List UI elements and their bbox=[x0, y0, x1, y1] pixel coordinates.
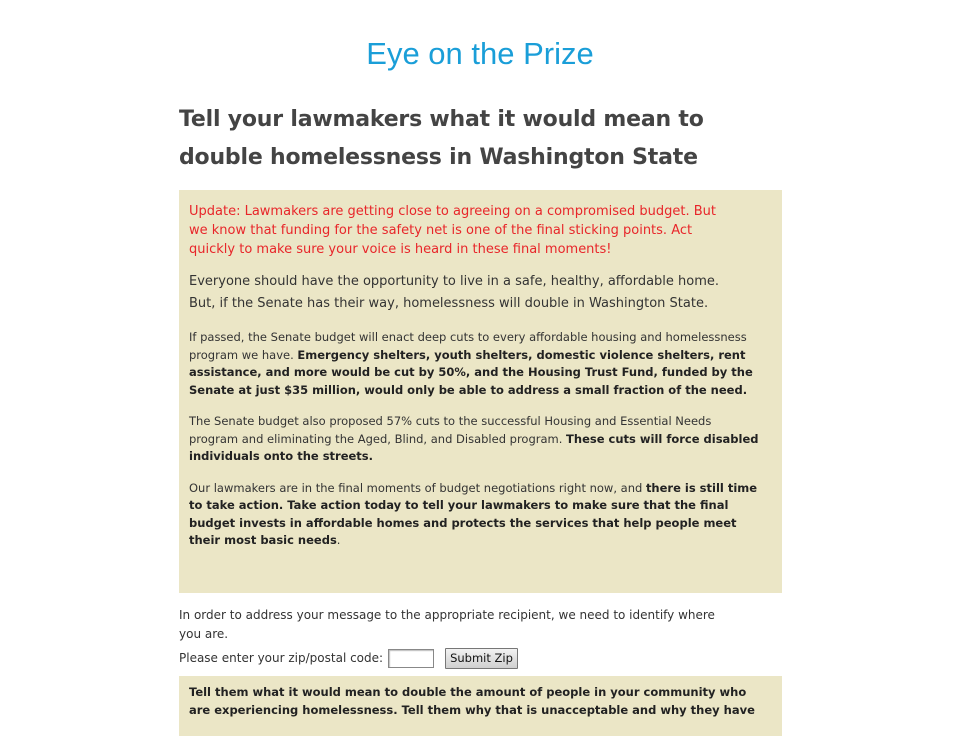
update-notice bbox=[189, 202, 772, 259]
bold-text: Emergency shelters, youth shelters, domestic violence shelters, rent bbox=[297, 347, 746, 362]
update-line: quickly to make sure your voice is heard in these final moments! bbox=[189, 242, 612, 257]
bold-text: their most basic needs bbox=[189, 533, 337, 547]
instruction-line: In order to address your message to the appropriate recipient, we need to identify where bbox=[179, 608, 715, 622]
paragraph-line bbox=[189, 448, 772, 466]
zip-label: Please enter your zip/postal code: bbox=[179, 651, 384, 665]
bold-text: there is still time bbox=[645, 480, 758, 495]
intro-line: Everyone should have the opportunity to live in a safe, healthy, affordable home. bbox=[189, 274, 720, 289]
plain-text: program and eliminating the Aged, Blind, and Disabled program. bbox=[189, 431, 567, 446]
paragraph-line bbox=[189, 382, 772, 400]
address-instructions bbox=[179, 606, 782, 644]
intro-paragraph bbox=[189, 271, 772, 315]
paragraph-line bbox=[189, 431, 772, 449]
senate-cuts-paragraph bbox=[189, 329, 772, 399]
paragraph-line bbox=[189, 480, 772, 498]
instruction-line: you are. bbox=[179, 627, 229, 641]
take-action-paragraph bbox=[189, 480, 772, 550]
zip-form bbox=[179, 646, 782, 670]
update-line: we know that funding for the safety net is one of the final sticking points. Act bbox=[189, 223, 693, 238]
prompt-line: Tell them what it would mean to double the amount of people in your community who bbox=[189, 685, 747, 699]
page-heading bbox=[179, 101, 782, 177]
paragraph-line bbox=[189, 364, 772, 382]
plain-text: program we have. bbox=[189, 347, 298, 362]
bold-text: individuals onto the streets. bbox=[189, 449, 374, 463]
page-heading-line: double homelessness in Washington State bbox=[179, 145, 698, 170]
slide-title: Eye on the Prize bbox=[366, 36, 594, 71]
submit-zip-button[interactable]: Submit Zip bbox=[445, 648, 518, 669]
action-panel bbox=[179, 190, 782, 593]
paragraph-line bbox=[189, 532, 772, 550]
essential-needs-paragraph bbox=[189, 413, 772, 466]
intro-line: But, if the Senate has their way, homelessness will double in Washington State. bbox=[189, 296, 709, 311]
page-heading-line: Tell your lawmakers what it would mean to bbox=[179, 107, 704, 132]
paragraph-line: The Senate budget also proposed 57% cuts to the successful Housing and Essential Needs bbox=[189, 414, 712, 428]
bold-text: assistance, and more would be cut by 50%, and the Housing Trust Fund, funded by the bbox=[189, 365, 753, 379]
prompt-line: are experiencing homelessness. Tell them why that is unacceptable and why they have bbox=[189, 702, 755, 717]
message-prompt-panel bbox=[179, 676, 782, 736]
plain-text: Our lawmakers are in the final moments of budget negotiations right now, and bbox=[189, 480, 646, 495]
bold-text: Senate at just $35 million, would only be able to address a small fraction of the need. bbox=[189, 382, 748, 397]
bold-text: These cuts will force disabled bbox=[566, 431, 759, 446]
zip-input[interactable] bbox=[388, 649, 434, 668]
update-line: Update: Lawmakers are getting close to agreeing on a compromised budget. But bbox=[189, 204, 717, 219]
paragraph-line bbox=[189, 347, 772, 365]
paragraph-line bbox=[189, 515, 772, 533]
plain-text: . bbox=[336, 533, 341, 547]
paragraph-line: If passed, the Senate budget will enact deep cuts to every affordable housing and homelessness bbox=[189, 330, 747, 344]
bold-text: to take action. Take action today to tell your lawmakers to make sure that the final bbox=[189, 498, 729, 512]
bold-text: budget invests in affordable homes and protects the services that help people meet bbox=[189, 515, 737, 530]
paragraph-line bbox=[189, 497, 772, 515]
